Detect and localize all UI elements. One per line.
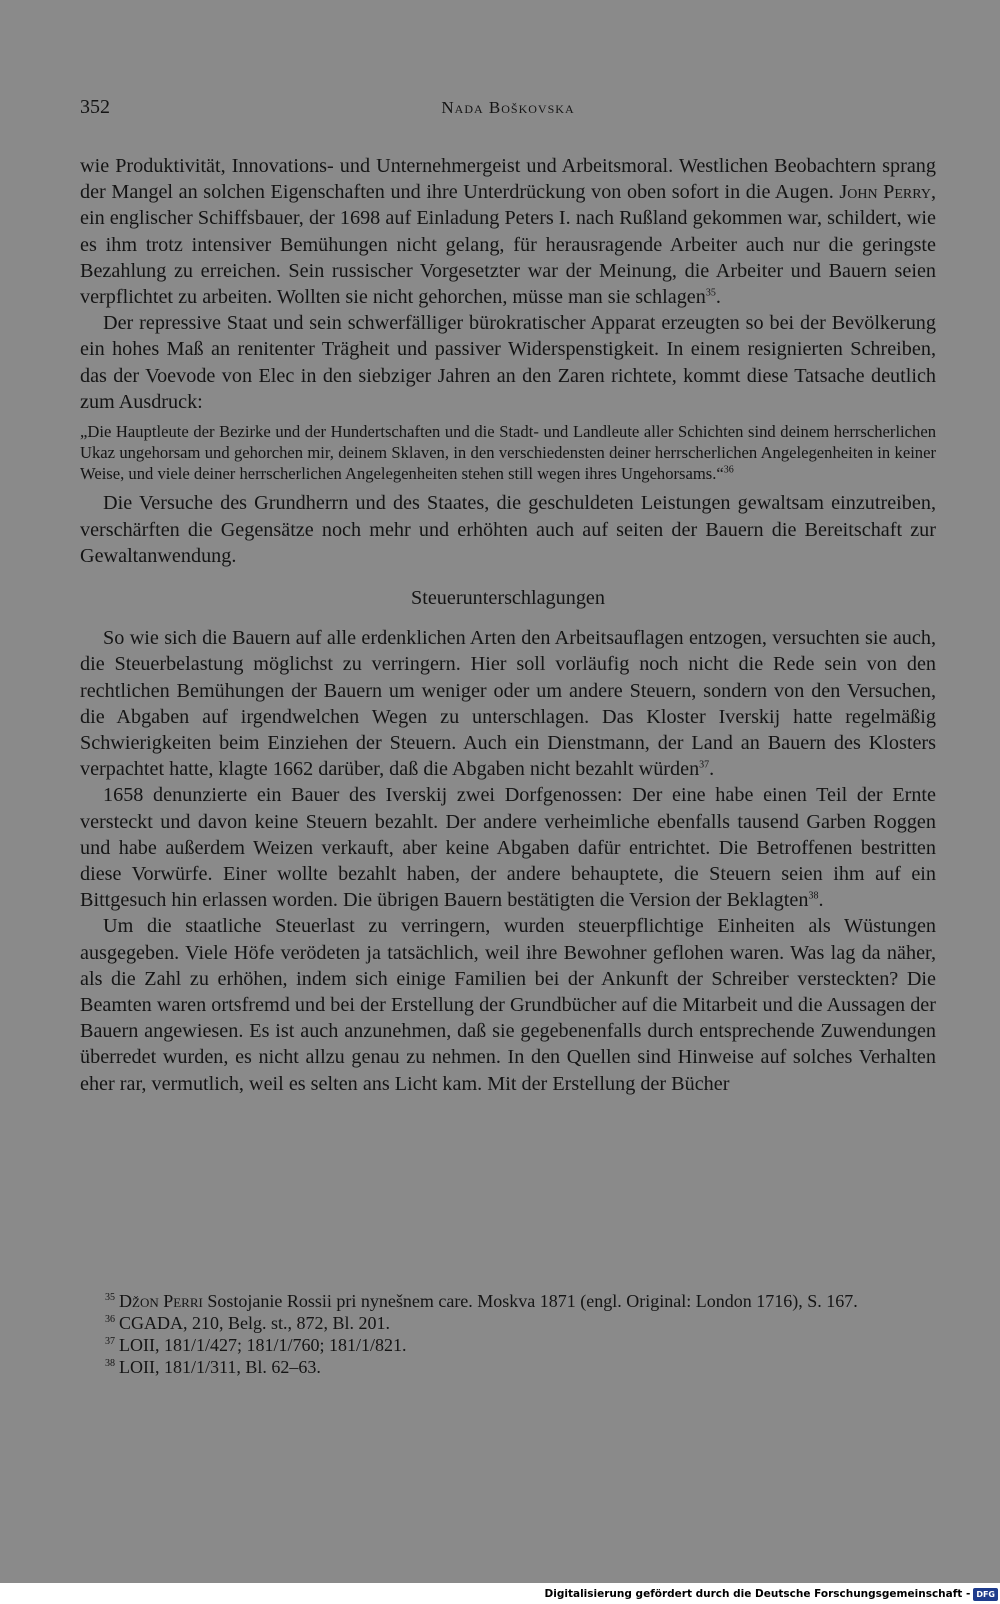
paragraph-3: Die Versuche des Grundherrn und des Staates, die geschuldeten Leistungen gewaltsam einzutreiben, verschärften die Gegensätze noch mehr und erhöhten auch auf seiten der Bauern die Bereitschaft zur Gewaltanwendung. [80,492,936,567]
footnote-number: 35 [105,1292,115,1303]
page-header [80,96,936,124]
footnote-text: LOII, 181/1/427; 181/1/760; 181/1/821. [119,1335,407,1355]
paragraph-4-text: So wie sich die Bauern auf alle erdenklichen Arten den Arbeitsauflagen entzogen, versuchten sie auch, die Steuerbelastung möglichst zu verringern. Hier soll vorläufig noch nicht die Rede sein von den rechtlichen Bemühungen der Bauern um weniger oder um andere Steuern, sondern von den Versuchen, die Abgaben auf irgendwelchen Wegen zu unterschlagen. Das Kloster Iverskij hatte regelmäßig Schwierigkeiten beim Einziehen der Steuern. Auch ein Dienstmann, der Land an Bauern des Klosters verpachtet hatte, klagte 1662 darüber, daß die Abgaben nicht bezahlt würden [80,627,936,781]
footnote-text: LOII, 181/1/311, Bl. 62–63. [119,1357,321,1377]
paragraph-5 [80,782,936,913]
footnote-36 [80,1312,936,1334]
footnote-35 [80,1290,936,1312]
footnotes [80,1290,936,1378]
running-title-first: Nada [441,98,484,117]
section-heading: Steuerunterschlagungen [411,587,605,610]
footnote-ref-36[interactable]: 36 [723,464,734,476]
digitization-footer [545,1585,1000,1603]
quote-text: „Die Hauptleute der Bezirke und der Hundertschaften und die Stadt- und Landleute aller Schichten sind deinem herrscherlichen Ukaz ungehorsam und gehorchen mir, deinem Sklaven, in den verschiedensten deiner herrscherlichen Angelegenheiten in keiner Weise, und viele deiner herrscherlichen Angelegenheiten stehen still wegen ihres Ungehorsams.“ [80,422,936,483]
paragraph-6: Um die staatliche Steuerlast zu verringern, wurden steuerpflichtige Einheiten als Wüstungen ausgegeben. Viele Höfe verödeten ja tatsächlich, weil ihre Bewohner geflohen waren. Was lag da näher, als die Zahl zu erhöhen, indem sich einige Familien bei der Ankunft der Schreiber versteckten? Die Beamten waren ortsfremd und bei der Erstellung der Grundbücher auf die Mitarbeit und die Aussagen der Bauern angewiesen. Es ist auch anzunehmen, daß sie gegebenenfalls durch entsprechende Zuwendungen überredet wurden, es nicht allzu genau zu nehmen. In den Quellen sind Hinweise auf solches Verhalten eher rar, vermutlich, weil es selten ans Licht kam. Mit der Erstellung der Bücher [80,915,936,1095]
page-number: 352 [80,96,110,118]
footnote-ref-38[interactable]: 38 [808,890,819,902]
main-text [80,153,936,1097]
running-title-last: Boškovska [488,98,575,117]
footnote-number: 36 [105,1314,115,1325]
paragraph-5-end: . [818,889,824,912]
footnote-ref-35[interactable]: 35 [705,287,716,299]
paragraph-1-text-b: , ein englischer Schiffsbauer, der 1698 auf Einladung Peters I. nach Rußland gekommen war, schildert, wie es ihm trotz intensiver Bemühungen nicht gelang, für herausragende Arbeiter auch nur die geringste Bezahlung zu erreichen. Sein russischer Vorgesetzter war der Meinung, die Arbeiter und Bauern seien verpflichtet zu arbeiten. Wollten sie nicht gehorchen, müsse man sie schlagen [80,181,936,309]
paragraph-1-end: . [715,286,721,309]
paragraph-4-end: . [709,758,715,781]
footer-text: Digitalisierung gefördert durch die Deutsche Forschungsgemeinschaft - [544,1588,971,1600]
paragraph-1 [80,153,936,310]
running-title [80,98,936,118]
footnote-text: Sostojanie Rossii pri nynešnem care. Moskva 1871 (engl. Original: London 1716), S. 167. [202,1291,858,1311]
paragraph-2: Der repressive Staat und sein schwerfälliger bürokratischer Apparat erzeugten so bei der Bevölkerung ein hohes Maß an renitenter Trägheit und passiver Widerspenstigkeit. In einem resignierten Schreiben, das der Voevode von Elec in den siebziger Jahren an den Zaren richtete, kommt diese Tatsache deutlich zum Ausdruck: [80,312,936,413]
paragraph-5-text: 1658 denunzierte ein Bauer des Iverskij zwei Dorfgenossen: Der eine habe einen Teil der Ernte versteckt und davon keine Steuern bezahlt. Der andere verheimliche ebenfalls tausend Garben Roggen und habe außerdem Weizen verkauft, aber keine Abgaben dafür entrichtet. Die Betroffenen bestritten diese Vorwürfe. Einer wollte bezahlt haben, der andere behauptete, die Steuern seien ihm auf ein Bittgesuch hin erlassen worden. Die übrigen Bauern bestätigten die Version der Beklagten [80,784,936,912]
paragraph-1-text-a: wie Produktivität, Innovations- und Unternehmergeist und Arbeitsmoral. Westlichen Beobachtern sprang der Mangel an solchen Eigenschaften und ihre Unterdrückung von oben sofort in die Augen. [80,155,936,204]
footnote-text: CGADA, 210, Belg. st., 872, Bl. 201. [119,1313,391,1333]
footnote-author: Džon Perri [119,1291,203,1311]
author-name-perry: John Perry [839,181,931,204]
footnote-38 [80,1356,936,1378]
footnote-number: 38 [105,1358,115,1369]
footnote-number: 37 [105,1336,115,1347]
footnote-37 [80,1334,936,1356]
paragraph-4 [80,625,936,782]
dfg-logo: DFG [973,1588,998,1601]
footnote-ref-37[interactable]: 37 [699,759,710,771]
block-quote [80,422,936,484]
